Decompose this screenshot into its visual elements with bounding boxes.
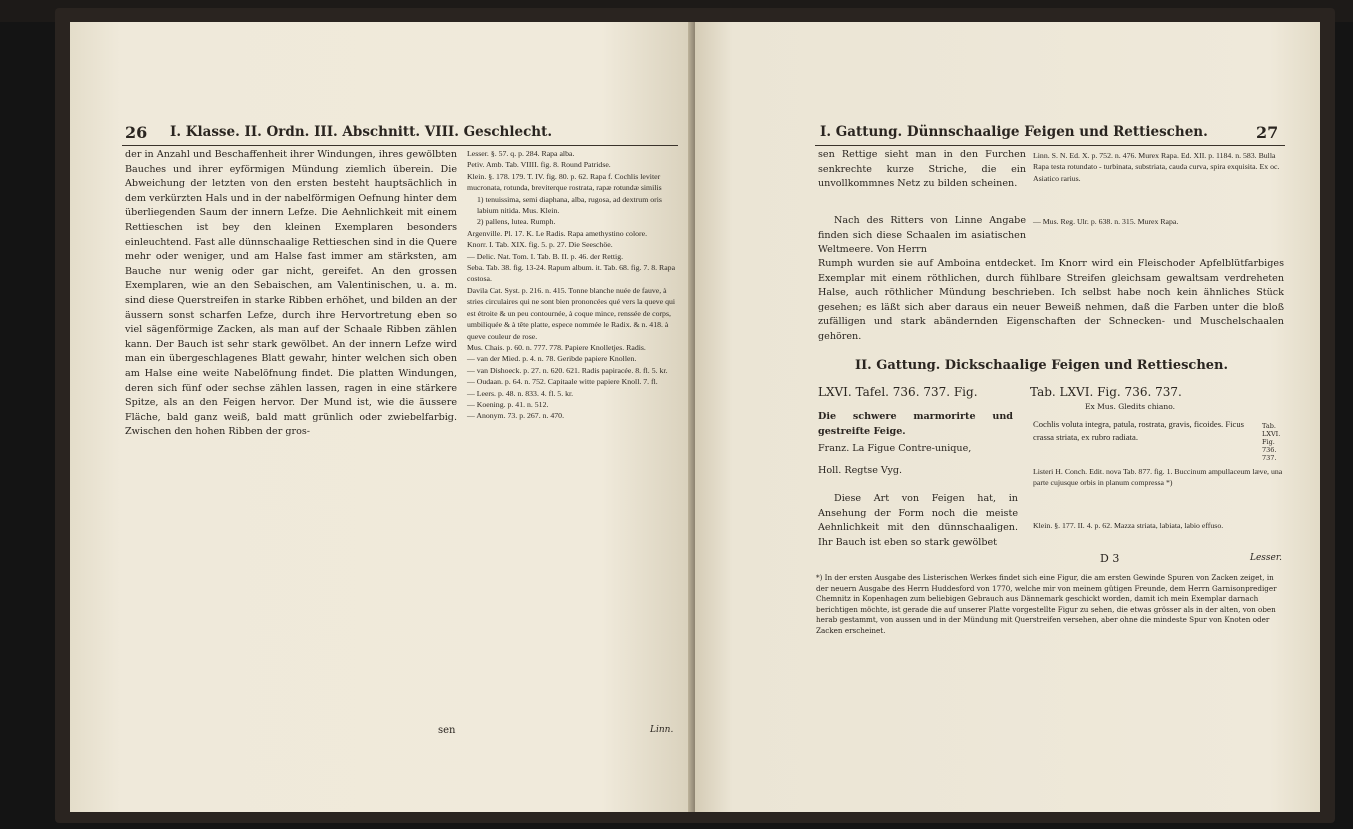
reference-note: 2) pallens, lutea. Rumph.	[477, 217, 556, 227]
margin-figure-note: Tab. LXVI. Fig. 736. 737.	[1262, 422, 1281, 462]
species-name-dutch	[818, 464, 1018, 479]
reference-note: 1) tenuissima, semi diaphana, alba, rugosa, ad dextrum oris labium nitida. Mus. Klein.	[477, 194, 662, 216]
reference-note: Seba. Tab. 38. fig. 13-24. Rapum album. it. Tab. 68. fig. 7. 8. Rapa costosa.	[467, 263, 676, 284]
paragraph-text: sen Rettige sieht man in den Furchen senkrechte kurze Striche, die ein unvollkommnes Netz zu bilden scheinen.	[818, 149, 1026, 190]
reference-note: Davila Cat. Syst. p. 216. n. 415. Tonne blanche nuée de fauve, à stries circulaires qui ne sont bien prononcées qué vers la queve qui est étroite & un peu contournée, à coque mince, renssée de corps, umbiliquée & à tête platte, espece nommée le Radix. & n. 418. à queve couleur de rose.	[467, 285, 676, 341]
right-page-number: 27	[1256, 123, 1279, 142]
reference-note: Klein. §. 177. II. 4. p. 62. Mazza striata, labiata, labio effuso.	[1033, 521, 1224, 530]
dutch-name: Holl. Regtse Vyg.	[818, 465, 903, 476]
lister-note	[1033, 466, 1283, 489]
species-name-french	[818, 442, 1018, 457]
reference-note: Petiv. Amb. Tab. VIIII. fig. 8. Round Patridse.	[467, 160, 611, 170]
latin-description	[1033, 418, 1259, 444]
reference-note: — van der Mied. p. 4. n. 78. Geribde papiere Knollen.	[467, 354, 637, 364]
reference-note: — Delic. Nat. Tom. I. Tab. B. II. p. 46. der Rettig.	[467, 251, 624, 261]
left-main-paragraph: der in Anzahl und Beschaffenheit ihrer Windungen, ihres gewölbten Bauches und ihrer eyförmigen Mündung ziemlich überein. Die Abweichung der letzten von den ersten besteht hauptsächlich in dem verkürzten Hals und in der nabelförmigen Oefnung hinter dem überliegenden Saum der innern Lefze. Die Aehnlichkeit mit einem Rettieschen ist bey den kleinen Exemplaren besonders einleuchtend. Fast alle dünnschaalige Rettieschen sind in die Quere mehr oder weniger, und am Halse fast immer am stärksten, am Bauche nur wenig oder gar nicht, gereifet. An den grossen Exemplaren, wie an den Sebaischen, am Valentinischen, u. a. m. sind diese Querstreifen in starke Ribben erhöhet, und bilden an der äussern sonst scharfen Lefze, durch ihre Hervortretung eben so viel sägenförmige Zacken, als man auf der Schaale Ribben zählen kann. Der Bauch ist sehr stark gewölbet. An der innern Lefze wird man ein übergeschlagenes Blatt gewahr, hinter welchen sich oben am Halse eine weite Nabelöfnung findet. Die platten Windungen, deren sich fünf oder sechse zählen lassen, ragen in eine stärkere Spitze, als an den Feigen hervor. Der Mund ist, wie die äussere Fläche, bald ganz weiß, bald matt grünlich oder zwiebelfarbig. Zwischen den hohen Ribben der gros-	[125, 149, 457, 438]
reference-note: — Leers. p. 48. n. 833. 4. fl. 5. kr.	[467, 388, 574, 398]
paragraph-text: Rumph wurden sie auf Amboina entdecket. Im Knorr wird ein Fleischoder Apfelblütfarbiges Exemplar mit einem röthlichen, durch fühlbare Streifen gleichsam gewaltsam verdreheten Halse, auch röthlicher Mündung beschrieben. Ich selbst habe noch kein ähnliches Stück gesehen; es läßt sich aber daraus ein neuer Beweiß nehmen, daß die Farben unter die bloß zufälligen und stark abändernden Eigenschaften der Schnecken- und Muschelschaalen gehören.	[818, 258, 1284, 342]
reference-note: — van Dishoeck. p. 27. n. 620. 621. Radis papiracée. 8. fl. 5. kr.	[467, 365, 668, 375]
right-header-rule	[815, 145, 1285, 146]
klein-note	[1033, 520, 1283, 531]
left-notes-catchword: Linn.	[650, 725, 674, 735]
left-catchword: sen	[438, 725, 456, 736]
plate-source: Ex Mus. Gledits chiano.	[1085, 402, 1175, 411]
right-paragraph-2-rest	[818, 257, 1284, 345]
reference-note: Mus. Chais. p. 60. n. 777. 778. Papiere Knolletjes. Radis.	[467, 342, 646, 352]
plate-reference-german: LXVI. Tafel. 736. 737. Fig.	[818, 385, 978, 399]
footnote-text: *) In der ersten Ausgabe des Listerischen Werkes findet sich eine Figur, die am ersten Gewinde Spuren von Zacken zeiget, in der neuern Ausgabe des Herrn Huddesford von 1770, welche mir von meinem gütigen Freunde, dem Herrn Garnisonprediger Chemnitz in Kopenhagen zum beliebigen Gebrauch aus Dännemark geschickt worden, damit ich mein Exemplar darnach berichtigen möchte, ist gerade die auf unserer Platte vorgestellte Figur zu sehen, die etwas grösser als in der alten, von oben herab gestammt, von aussen und in der Mündung mit Querstreifen versehen, aber ohne die mindeste Spur von Knoten oder Zacken erscheinet.	[816, 573, 1277, 635]
paragraph-text: Nach des Ritters von Linne Angabe finden sich diese Schaalen im asiatischen Weltmeere. Von Herrn	[818, 215, 1026, 256]
reference-note: Linn. S. N. Ed. X. p. 752. n. 476. Murex Rapa. Ed. XII. p. 1184. n. 583. Bulla Rapa testa rotundato - turbinata, substriata, cauda curva, spira exquisita. Ex oc. Asiatico rarius.	[1033, 151, 1280, 183]
paragraph-text: Diese Art von Feigen hat, in Ansehung der Form noch die meiste Aehnlichkeit mit den dünnschaaligen. Ihr Bauch ist eben so stark gewölbet	[818, 493, 1018, 548]
right-catchword: Lesser.	[1250, 553, 1283, 563]
left-main-text	[125, 148, 457, 440]
right-description	[818, 492, 1018, 550]
reference-note: — Koening. p. 41. n. 512.	[467, 399, 549, 409]
species-name: Die schwere marmorirte und gestreifte Feige.	[818, 411, 1013, 437]
latin-text: Cochlis voluta integra, patula, rostrata, gravis, ficoides. Ficus crassa striata, ex rubro radiata.	[1033, 419, 1244, 442]
reference-note: — Oudaan. p. 64. n. 752. Capitaale witte papiere Knoll. 7. fl.	[467, 377, 658, 387]
left-header-rule	[122, 145, 678, 146]
species-name-german	[818, 410, 1013, 439]
section-title: II. Gattung. Dickschaalige Feigen und Rettieschen.	[855, 358, 1229, 373]
right-paragraph-1	[818, 148, 1026, 192]
left-running-head: I. Klasse. II. Ordn. III. Abschnitt. VIII. Geschlecht.	[170, 124, 553, 140]
french-name: Franz. La Figue Contre-unique,	[818, 443, 972, 454]
left-page-number: 26	[125, 123, 148, 142]
footnote	[816, 573, 1286, 637]
right-running-head: I. Gattung. Dünnschaalige Feigen und Rettieschen.	[820, 124, 1208, 140]
museum-note	[1033, 216, 1283, 227]
left-reference-notes	[467, 148, 679, 422]
reference-note: — Mus. Reg. Ulr. p. 638. n. 315. Murex Rapa.	[1033, 217, 1179, 226]
reference-note: Knorr. I. Tab. XIX. fig. 5. p. 27. Die Seeschöe.	[467, 240, 613, 250]
reference-note: — Anonym. 73. p. 267. n. 470.	[467, 411, 565, 421]
signature-mark: D 3	[1100, 552, 1120, 565]
reference-note: Klein. §. 178. 179. T. IV. fig. 80. p. 62. Rapa f. Cochlis leviter mucronata, rotunda, breviterque rostrata, rapæ rotundæ similis	[467, 171, 662, 193]
right-paragraph-2-lead	[818, 214, 1026, 258]
reference-note: Lesser. §. 57. q. p. 284. Rapa alba.	[467, 149, 575, 158]
plate-reference-latin: Tab. LXVI. Fig. 736. 737.	[1030, 385, 1182, 399]
reference-note: Listeri H. Conch. Edit. nova Tab. 877. fig. 1. Buccinum ampullaceum læve, una parte cujusque orbis in planum compressa *)	[1033, 467, 1283, 488]
reference-note: Argenville. Pl. 17. K. Le Radis. Rapa amethystino colore.	[467, 228, 648, 238]
linnaeus-note	[1033, 150, 1283, 184]
